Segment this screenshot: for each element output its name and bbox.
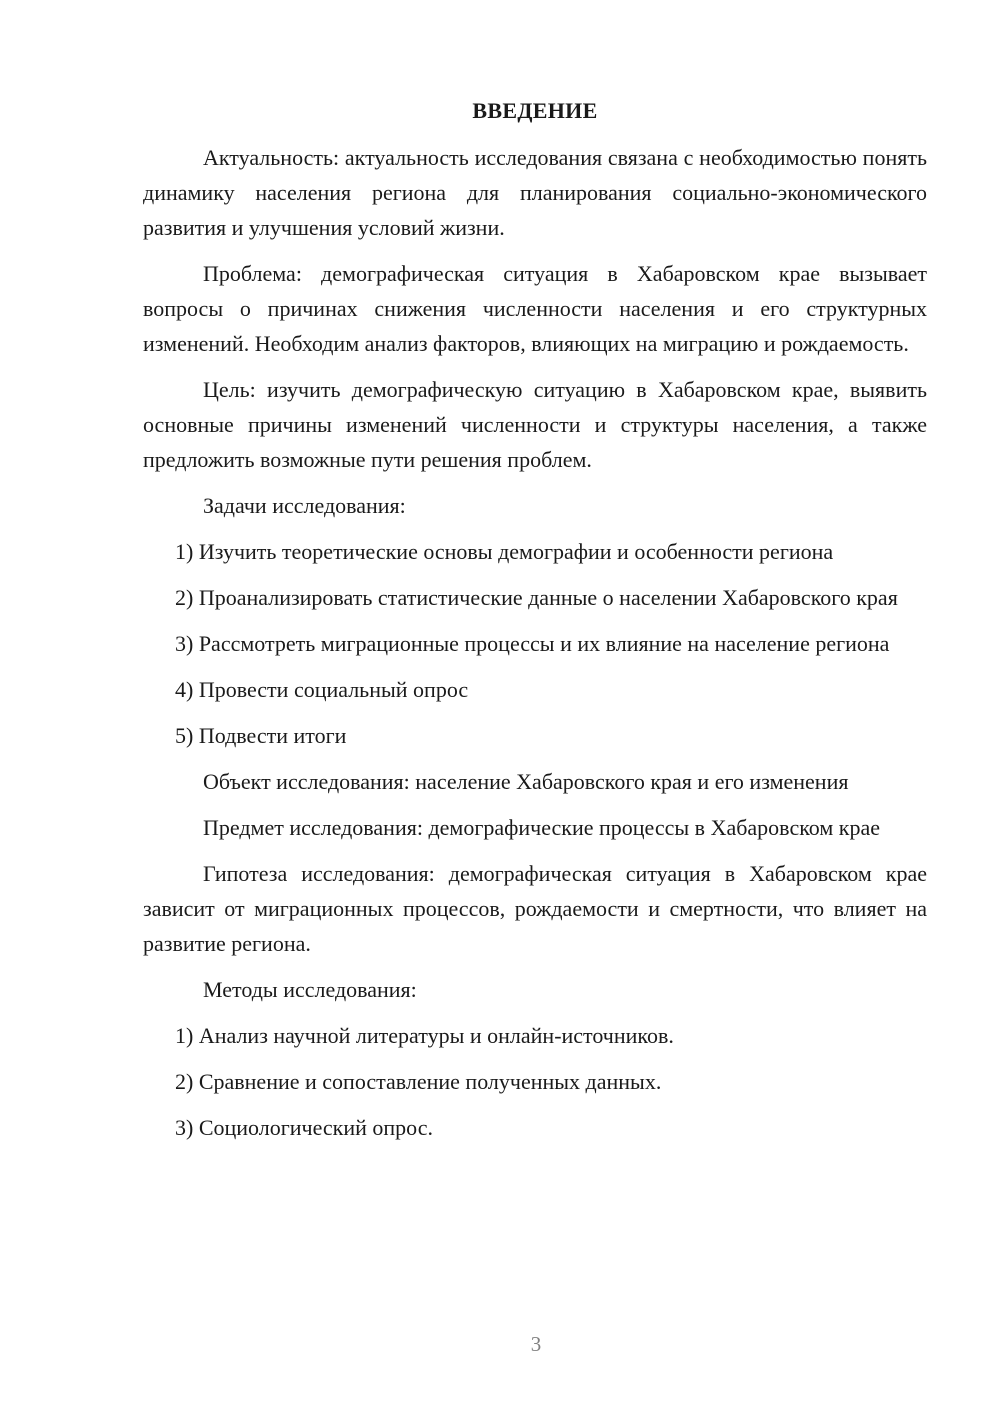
- page-content: [143, 96, 927, 1156]
- relevance-paragraph: Актуальность: актуальность исследования связана с необходимостью понять динамику населения региона для планирования социально-экономического развития и улучшения условий жизни.: [143, 145, 927, 240]
- section-title: ВВЕДЕНИЕ: [472, 98, 598, 123]
- tasks-heading: Задачи исследования:: [203, 493, 406, 518]
- subject-paragraph: Предмет исследования: демографические процессы в Хабаровском крае: [203, 815, 880, 840]
- hypothesis-paragraph: Гипотеза исследования: демографическая ситуация в Хабаровском крае зависит от миграционных процессов, рождаемости и смертности, что влияет на развитие региона.: [143, 861, 927, 956]
- page-number: 3: [530, 1332, 542, 1356]
- method-item-1: 1) Анализ научной литературы и онлайн-источников.: [175, 1023, 674, 1048]
- task-item-1: 1) Изучить теоретические основы демографии и особенности региона: [175, 539, 834, 564]
- goal-paragraph: Цель: изучить демографическую ситуацию в Хабаровском крае, выявить основные причины изменений численности и структуры населения, а также предложить возможные пути решения проблем.: [143, 377, 927, 472]
- method-item-2: 2) Сравнение и сопоставление полученных данных.: [175, 1069, 662, 1094]
- methods-heading: Методы исследования:: [203, 977, 417, 1002]
- object-paragraph: Объект исследования: население Хабаровского края и его изменения: [203, 769, 849, 794]
- task-item-2: 2) Проанализировать статистические данные о населении Хабаровского края: [175, 585, 898, 610]
- task-item-3: 3) Рассмотреть миграционные процессы и их влияние на население региона: [175, 631, 890, 656]
- task-item-4: 4) Провести социальный опрос: [175, 677, 469, 702]
- problem-paragraph: Проблема: демографическая ситуация в Хабаровском крае вызывает вопросы о причинах снижения численности населения и его структурных изменений. Необходим анализ факторов, влияющих на миграцию и рождаемость.: [143, 261, 927, 356]
- method-item-3: 3) Социологический опрос.: [175, 1115, 433, 1140]
- task-item-5: 5) Подвести итоги: [175, 723, 347, 748]
